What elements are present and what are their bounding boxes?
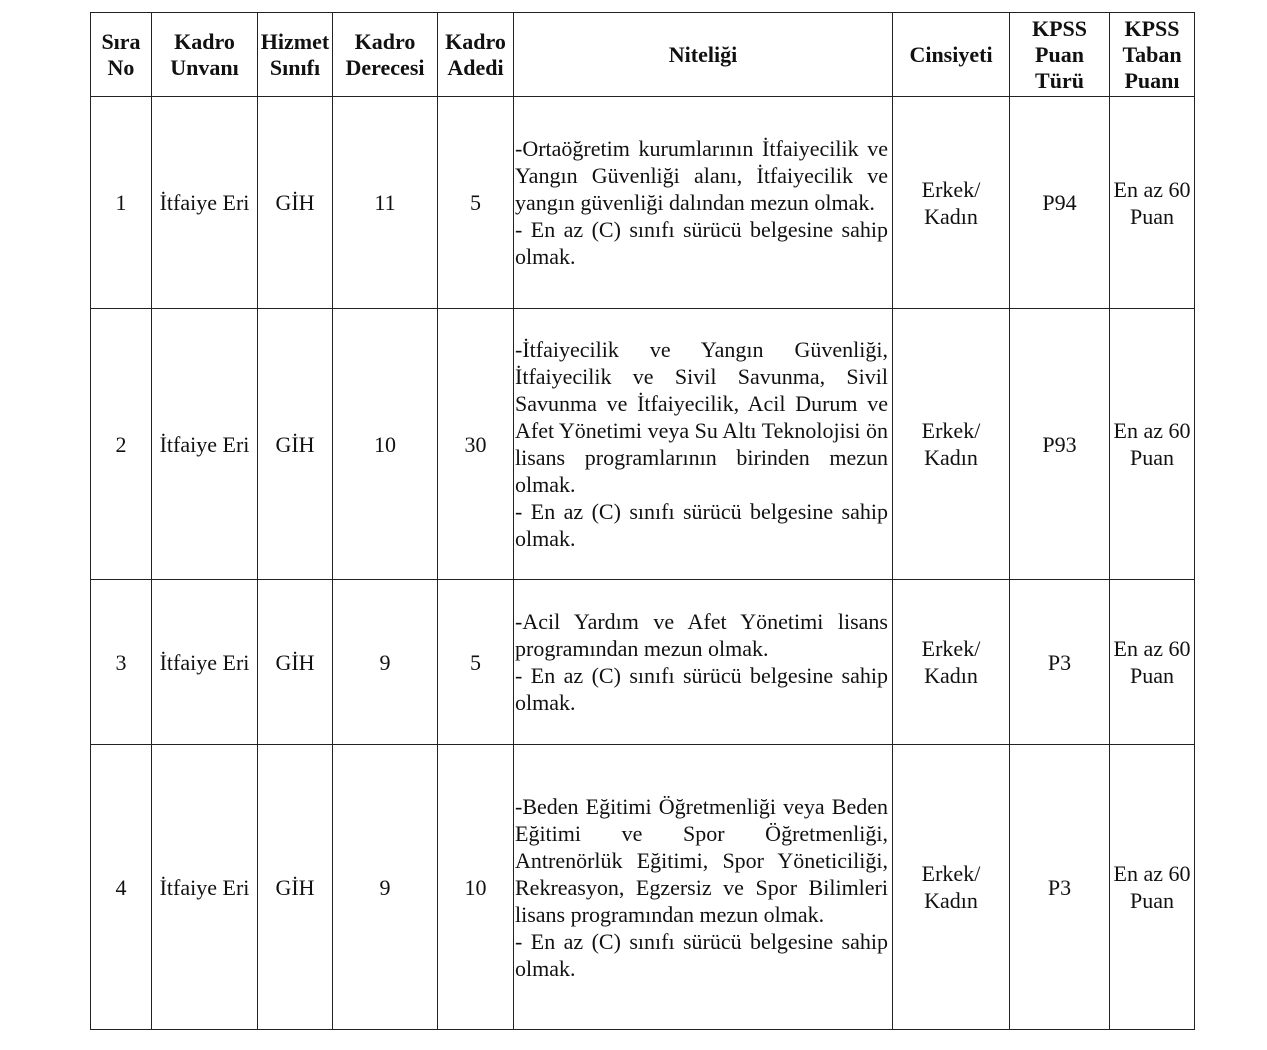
cell-kpss-taban-puani: En az 60 Puan (1110, 745, 1195, 1030)
cell-kpss-taban-puani: En az 60 Puan (1110, 309, 1195, 580)
kadro-table (90, 12, 1195, 1030)
cell-kadro-unvani: İtfaiye Eri (152, 309, 258, 580)
cell-kadro-derecesi: 9 (333, 745, 438, 1030)
cell-niteligi (514, 745, 893, 1030)
cell-sira-no: 3 (91, 580, 152, 745)
cell-sira-no: 1 (91, 97, 152, 309)
cell-niteligi (514, 97, 893, 309)
header-niteligi: Niteliği (514, 13, 893, 97)
cell-kpss-taban-puani: En az 60 Puan (1110, 580, 1195, 745)
nitelik-license: - En az (C) sınıfı sürücü belgesine sahip olmak. (515, 663, 888, 715)
cell-cinsiyeti: Erkek/ Kadın (893, 745, 1010, 1030)
nitelik-education: -Ortaöğretim kurumlarının İtfaiyecilik ve Yangın Güvenliği alanı, İtfaiyecilik ve yangın güvenliği dalından mezun olmak. (515, 136, 888, 215)
cell-kadro-derecesi: 9 (333, 580, 438, 745)
header-kadro-adedi: Kadro Adedi (438, 13, 514, 97)
cell-sira-no: 4 (91, 745, 152, 1030)
cell-hizmet-sinifi: GİH (258, 97, 333, 309)
cell-kadro-unvani: İtfaiye Eri (152, 745, 258, 1030)
cell-kpss-puan-turu: P93 (1010, 309, 1110, 580)
cell-niteligi (514, 309, 893, 580)
cell-kpss-taban-puani: En az 60 Puan (1110, 97, 1195, 309)
table-header (91, 13, 1195, 97)
cell-kadro-adedi: 30 (438, 309, 514, 580)
cell-kadro-derecesi: 10 (333, 309, 438, 580)
table-body (91, 97, 1195, 1030)
header-kadro-unvani: Kadro Unvanı (152, 13, 258, 97)
header-kpss-puan-turu: KPSS Puan Türü (1010, 13, 1110, 97)
header-row (91, 13, 1195, 97)
cell-kadro-adedi: 10 (438, 745, 514, 1030)
cell-hizmet-sinifi: GİH (258, 309, 333, 580)
cell-cinsiyeti: Erkek/ Kadın (893, 309, 1010, 580)
header-cinsiyeti: Cinsiyeti (893, 13, 1010, 97)
cell-sira-no: 2 (91, 309, 152, 580)
nitelik-education: -Acil Yardım ve Afet Yönetimi lisans programından mezun olmak. (515, 609, 888, 661)
header-kpss-taban-puani: KPSS Taban Puanı (1110, 13, 1195, 97)
nitelik-license: - En az (C) sınıfı sürücü belgesine sahip olmak. (515, 499, 888, 551)
cell-hizmet-sinifi: GİH (258, 580, 333, 745)
cell-kpss-puan-turu: P3 (1010, 580, 1110, 745)
cell-niteligi (514, 580, 893, 745)
cell-kadro-unvani: İtfaiye Eri (152, 580, 258, 745)
cell-kpss-puan-turu: P94 (1010, 97, 1110, 309)
table-row (91, 309, 1195, 580)
nitelik-education: -İtfaiyecilik ve Yangın Güvenliği, İtfaiyecilik ve Sivil Savunma, Sivil Savunma ve İtfaiyecilik, Acil Durum ve Afet Yönetimi veya Su Altı Teknolojisi ön lisans programlarının birinden mezun olmak. (515, 337, 888, 497)
nitelik-license: - En az (C) sınıfı sürücü belgesine sahip olmak. (515, 928, 888, 981)
nitelik-license: - En az (C) sınıfı sürücü belgesine sahip olmak. (515, 217, 888, 269)
table-row (91, 745, 1195, 1030)
header-hizmet-sinifi: Hizmet Sınıfı (258, 13, 333, 97)
nitelik-education: -Beden Eğitimi Öğretmenliği veya Beden Eğitimi ve Spor Öğretmenliği, Antrenörlük Eğitimi, Spor Yöneticiliği, Rekreasyon, Egzersiz ve Spor Bilimleri lisans programından mezun olmak. (515, 793, 888, 927)
cell-cinsiyeti: Erkek/ Kadın (893, 97, 1010, 309)
cell-kpss-puan-turu: P3 (1010, 745, 1110, 1030)
header-sira-no: Sıra No (91, 13, 152, 97)
table-row (91, 580, 1195, 745)
cell-cinsiyeti: Erkek/ Kadın (893, 580, 1010, 745)
cell-kadro-adedi: 5 (438, 97, 514, 309)
cell-hizmet-sinifi: GİH (258, 745, 333, 1030)
header-kadro-derecesi: Kadro Derecesi (333, 13, 438, 97)
cell-kadro-derecesi: 11 (333, 97, 438, 309)
cell-kadro-adedi: 5 (438, 580, 514, 745)
cell-kadro-unvani: İtfaiye Eri (152, 97, 258, 309)
table-row (91, 97, 1195, 309)
